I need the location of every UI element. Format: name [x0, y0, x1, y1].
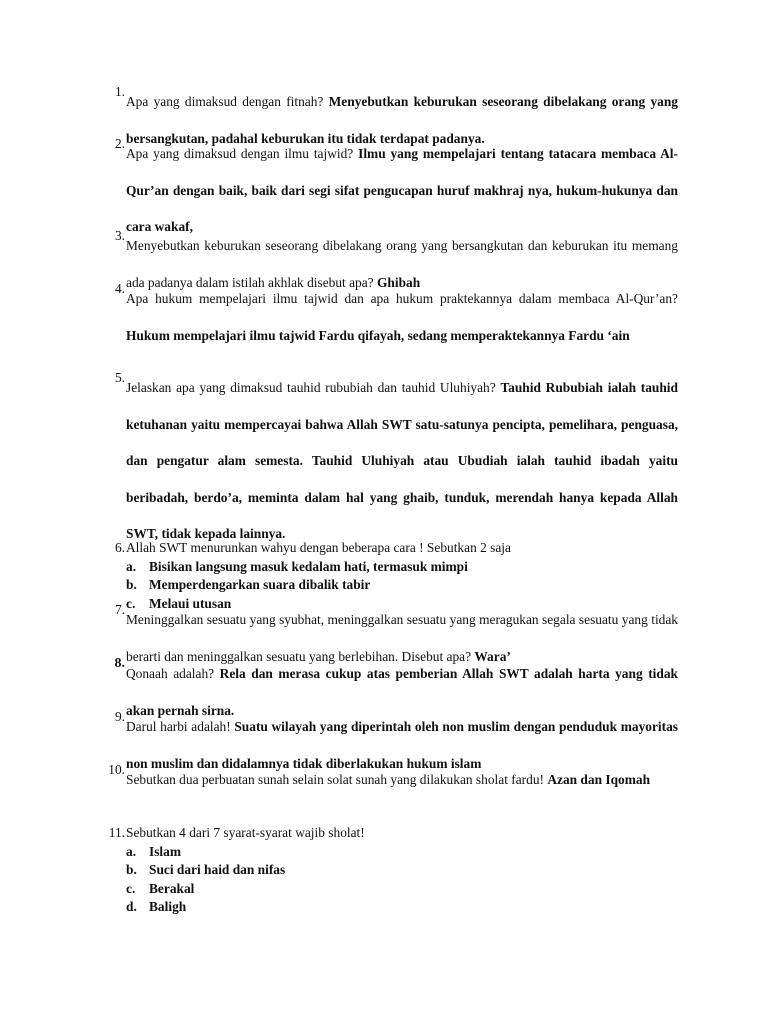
question-prompt: Sebutkan dua perbuatan sunah selain solat sunah yang dilakukan sholat fardu!	[126, 772, 548, 787]
question-number: 2.	[114, 136, 125, 151]
answer-text: Suatu wilayah yang diperintah oleh non muslim dengan penduduk mayoritas non muslim dan didalamnya tidak diberlakukan hukum islam	[126, 719, 678, 771]
question-11	[96, 824, 678, 917]
question-text	[126, 539, 678, 558]
question-number: 10.	[108, 762, 125, 777]
question-number: 3.	[114, 228, 125, 243]
question-prompt: Apa yang dimaksud dengan fitnah?	[126, 94, 329, 109]
list-marker: b.	[126, 577, 137, 592]
question-number: 5.	[114, 370, 125, 385]
answer-text: Ghibah	[376, 274, 421, 290]
answer-text: Rela dan merasa cukup atas pemberian Allah SWT adalah harta yang tidak akan pernah sirna.	[126, 666, 678, 718]
answer-text: Ilmu yang mempelajari tentang tatacara membaca Al-Qur’an dengan baik, baik dari segi sifat pengucapan huruf makhraj nya, hukum-hukunya dan cara wakaf,	[126, 146, 678, 234]
answer-text: Berakal	[149, 880, 195, 896]
question-4	[96, 281, 678, 354]
list-item	[126, 558, 678, 577]
answer-text: Hukum mempelajari ilmu tajwid Fardu qifayah, sedang memperaktekannya Fardu ‘ain	[126, 327, 630, 343]
list-marker: d.	[126, 899, 137, 914]
question-number: 8.	[114, 656, 125, 671]
question-number: 11.	[108, 825, 125, 840]
question-5	[96, 370, 678, 553]
answer-text: Memperdengarkan suara dibalik tabir	[149, 577, 371, 592]
question-prompt: Apa yang dimaksud dengan ilmu tajwid?	[126, 146, 359, 161]
list-item	[126, 880, 678, 899]
answer-text: Suci dari haid dan nifas	[149, 862, 286, 877]
answer-text: Tauhid Rububiah ialah tauhid ketuhanan yaitu mempercayai bahwa Allah SWT satu-satunya pencipta, pemelihara, penguasa, dan pengatur alam semesta. Tauhid Uluhiyah atau Ubudiah ialah tauhid ibadah yaitu beribadah, berdo’a, meminta dalam hal yang ghaib, tunduk, merendah hanya kepada Allah SWT, tidak kepada lainnya.	[126, 380, 678, 541]
answer-text: Bisikan langsung masuk kedalam hati, termasuk mimpi	[149, 558, 468, 574]
question-text	[126, 370, 678, 553]
question-prompt: Apa hukum mempelajari ilmu tajwid dan apa hukum praktekannya dalam membaca Al-Qur’an?	[126, 291, 678, 306]
list-item	[126, 576, 678, 595]
question-prompt: Jelaskan apa yang dimaksud tauhid rububiah dan tauhid Uluhiyah?	[126, 380, 501, 395]
question-number: 9.	[114, 709, 125, 724]
question-10	[96, 762, 678, 799]
question-text	[126, 281, 678, 354]
answer-text: Wara’	[474, 648, 511, 664]
question-prompt: Allah SWT menurunkan wahyu dengan beberapa cara ! Sebutkan 2 saja	[126, 540, 511, 555]
list-marker: a.	[126, 843, 137, 859]
question-text	[126, 762, 678, 799]
question-number: 7.	[114, 602, 125, 617]
list-item	[126, 843, 678, 862]
answer-text: Azan dan Iqomah	[547, 772, 651, 787]
list-marker: a.	[126, 558, 137, 574]
question-prompt: Meninggalkan sesuatu yang syubhat, meninggalkan sesuatu yang meragukan segala sesuatu yang tidak berarti dan meninggalkan sesuatu yang berlebihan. Disebut apa?	[126, 612, 678, 664]
answer-text: Menyebutkan keburukan seseorang dibelakang orang yang bersangkutan, padahal keburukan itu tidak terdapat padanya.	[126, 94, 679, 146]
question-prompt: Darul harbi adalah!	[126, 719, 235, 734]
question-text	[126, 824, 678, 843]
list-marker: b.	[126, 862, 137, 877]
answer-text: Islam	[149, 843, 181, 859]
answer-list	[126, 843, 678, 917]
question-number: 1.	[114, 84, 125, 99]
question-number: 4.	[114, 281, 125, 296]
question-number: 6.	[114, 540, 125, 555]
list-marker: c.	[126, 880, 136, 896]
question-prompt: Menyebutkan keburukan seseorang dibelakang orang yang bersangkutan dan keburukan itu memang ada padanya dalam istilah akhlak disebut apa?	[126, 238, 678, 290]
list-item	[126, 861, 678, 880]
list-marker: c.	[126, 595, 136, 611]
list-item	[126, 898, 678, 917]
answer-text: Melaui utusan	[149, 595, 232, 611]
question-prompt: Qonaah adalah?	[126, 666, 220, 681]
question-prompt: Sebutkan 4 dari 7 syarat-syarat wajib sholat!	[126, 825, 365, 840]
answer-text: Baligh	[149, 899, 187, 914]
